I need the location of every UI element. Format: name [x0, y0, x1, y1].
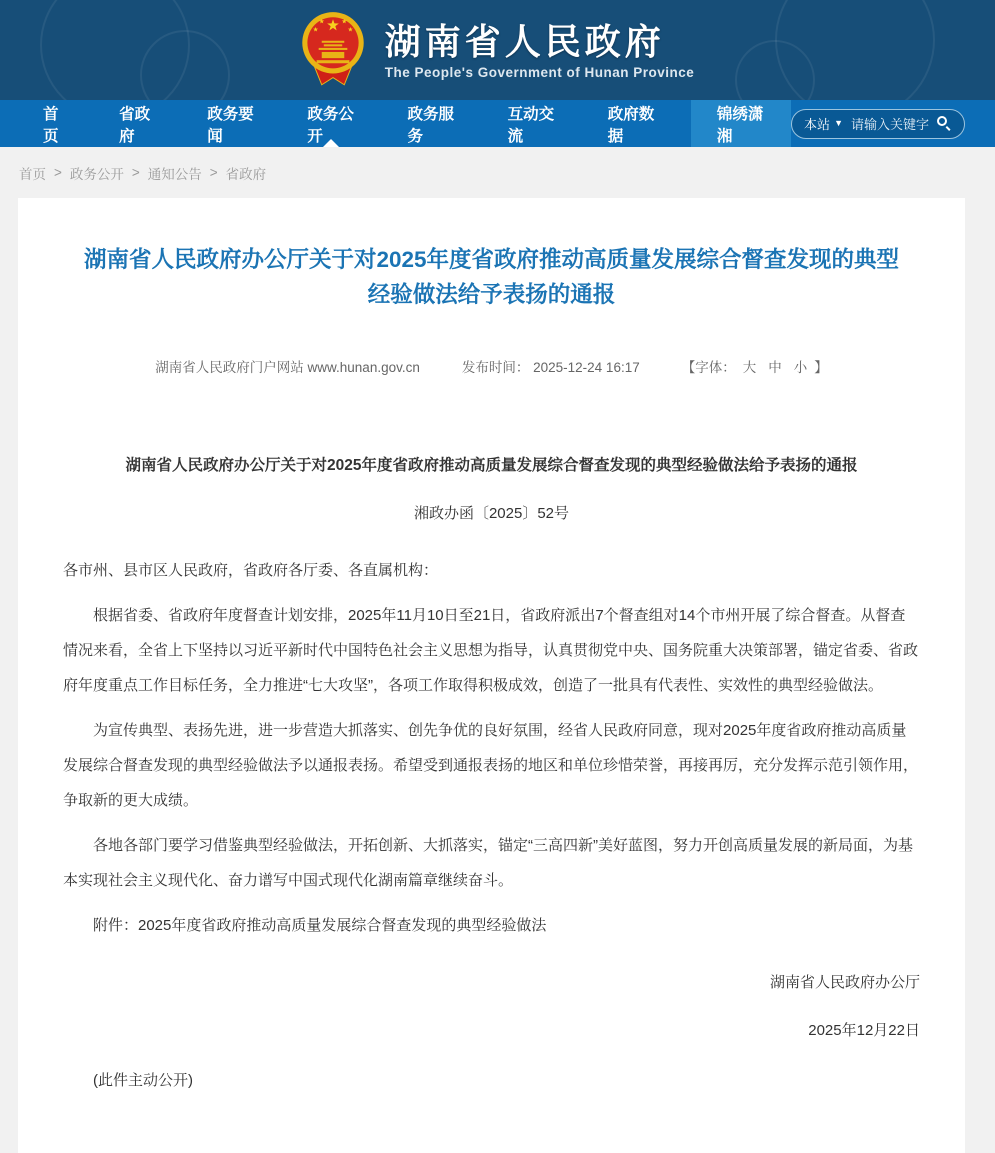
signer: 湖南省人民政府办公厅 — [769, 974, 920, 991]
nav-item-provincial-government[interactable]: 省政府 — [119, 105, 151, 145]
salutation: 各市州、县市区人民政府，省政府各厅委、各直属机构： — [63, 562, 439, 579]
document-number: 湘政办函〔2025〕52号 — [413, 505, 570, 522]
nav-item-gov-services[interactable]: 政务服务 — [407, 105, 454, 145]
font-size-switch: 【字体： 大 中 小 】 — [682, 356, 828, 376]
nav-item-gov-affairs-public[interactable]: 政务公开 — [286, 100, 376, 147]
paragraph: 根据省委、省政府年度督查计划安排，2025年11月10日至21日，省政府派出7个督查组对14个市州开展了综合督查。从督查情况来看，全省上下坚持以习近平新时代中国特色社会主义思想为指导，认真贯彻党中央、国务院重大决策部署，锚定省委、省政府年度重点工作目标任务，全力推进“七大攻坚”，各项工作取得积极成效，创造了一批具有代表性、实效性的典型经验做法。 — [63, 607, 919, 694]
search-box[interactable] — [791, 109, 965, 139]
chevron-down-icon: ▼ — [834, 118, 843, 128]
site-title: 湖南省人民政府 — [384, 20, 665, 62]
breadcrumb-separator: > — [131, 165, 140, 180]
breadcrumb-provincial-government[interactable]: 省政府 — [225, 166, 267, 182]
paragraph: 为宣传典型、表扬先进，进一步营造大抓落实、创先争优的良好氛围，经省人民政府同意，现对2025年度省政府推动高质量发展综合督查发现的典型经验做法予以通报表扬。希望受到通报表扬的地区和单位珍惜荣誉，再接再厉，充分发挥示范引领作用，争取新的更大成绩。 — [63, 722, 919, 809]
site-titles — [385, 21, 695, 80]
nav-item-home[interactable]: 首页 — [43, 105, 59, 145]
nav-item-interaction[interactable]: 互动交流 — [507, 105, 555, 145]
paragraph: 各地各部门要学习借鉴典型经验做法，开拓创新、大抓落实，锚定“三高四新”美好蓝图，努力开创高质量发展的新局面，为基本实现社会主义现代化、奋力谱写中国式现代化湖南篇章继续奋斗。 — [63, 837, 913, 889]
sign-date: 2025年12月22日 — [808, 1022, 920, 1039]
article-source: 湖南省人民政府门户网站 www.hunan.gov.cn — [155, 360, 420, 375]
main-navbar — [0, 100, 995, 147]
site-subtitle: The People's Government of Hunan Province — [384, 64, 695, 80]
font-size-medium-button[interactable]: 中 — [768, 360, 782, 375]
document-title: 湖南省人民政府办公厅关于对2025年度省政府推动高质量发展综合督查发现的典型经验做法给予表扬的通报 — [125, 457, 858, 474]
search-input[interactable]: 请输入关键字 — [850, 117, 929, 132]
article-title: 湖南省人民政府办公厅关于对2025年度省政府推动高质量发展综合督查发现的典型经验做法给予表扬的通报 — [83, 247, 900, 307]
search-scope-dropdown[interactable]: 本站 ▼ — [804, 117, 843, 132]
breadcrumb-separator: > — [209, 165, 218, 180]
disclosure-note: (此件主动公开) — [93, 1072, 193, 1089]
article-card — [18, 198, 965, 1153]
breadcrumb-gov-affairs-public[interactable]: 政务公开 — [69, 166, 124, 182]
site-logo-group[interactable] — [0, 0, 995, 100]
breadcrumb-home[interactable]: 首页 — [19, 166, 46, 182]
breadcrumb-separator: > — [54, 165, 62, 180]
article-meta — [63, 356, 920, 376]
search-icon[interactable] — [937, 116, 952, 131]
site-banner — [0, 0, 995, 100]
breadcrumb — [0, 147, 995, 198]
font-size-large-button[interactable]: 大 — [742, 360, 757, 375]
nav-item-gov-data[interactable]: 政府数据 — [607, 105, 655, 145]
national-emblem-icon — [301, 9, 365, 95]
breadcrumb-notices[interactable]: 通知公告 — [147, 166, 202, 182]
nav-item-gov-news[interactable]: 政务要闻 — [207, 105, 254, 145]
nav-item-jinxiu-xiaoxiang[interactable]: 锦绣潇湘 — [691, 100, 791, 147]
attachment-line: 附件：2025年度省政府推动高质量发展综合督查发现的典型经验做法 — [93, 917, 547, 934]
document-body — [63, 553, 920, 1093]
font-size-small-button[interactable]: 小 — [793, 360, 808, 375]
publish-time: 发布时间： 2025-12-24 16:17 — [461, 360, 640, 375]
